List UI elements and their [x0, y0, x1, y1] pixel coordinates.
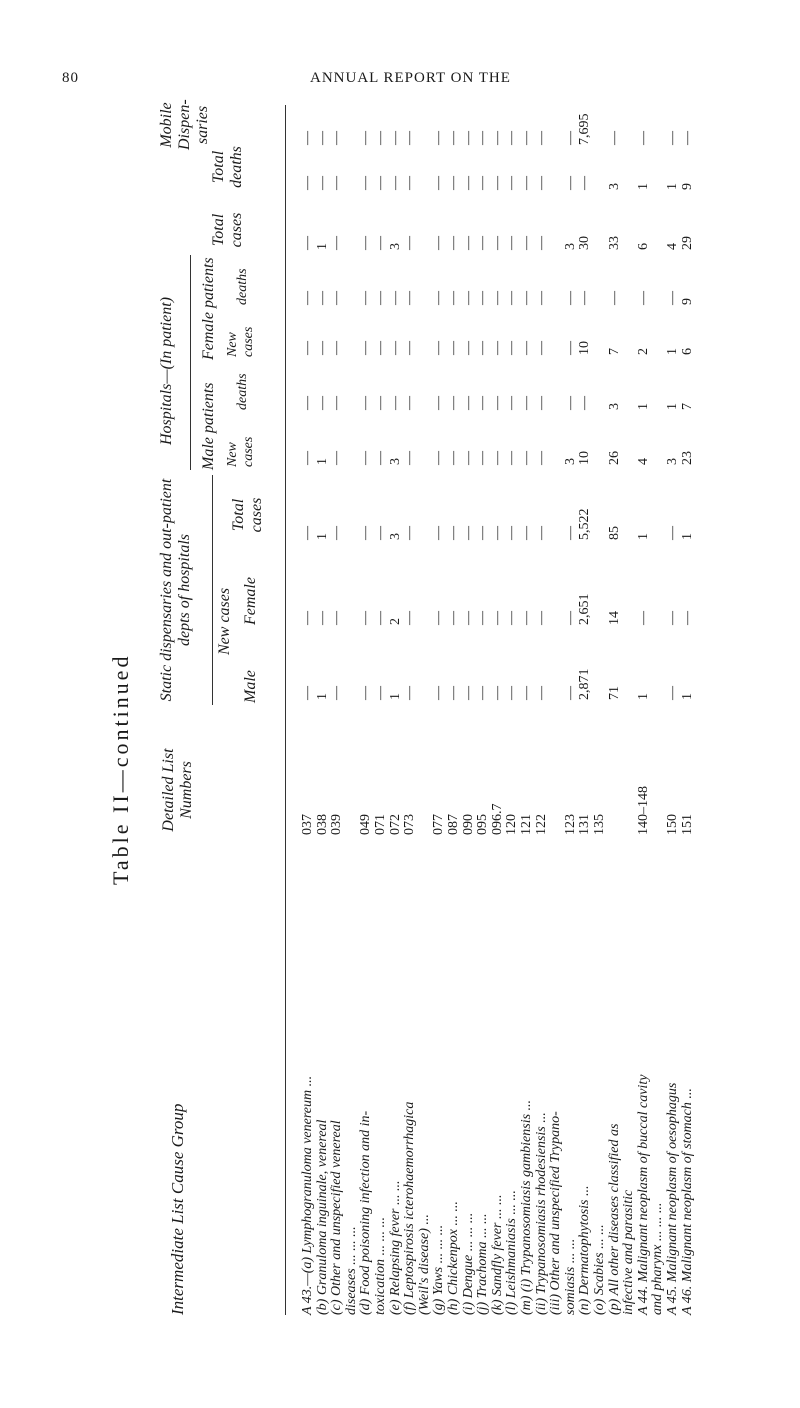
table-cell: — [431, 451, 447, 465]
table-cell: — [358, 526, 374, 540]
table-cell: 1 [387, 693, 403, 700]
table-cell: — [460, 611, 476, 625]
table-cell: 4 [665, 243, 680, 250]
table-cell: — [446, 451, 461, 465]
table-cell: — [665, 131, 680, 145]
table-cell: — [358, 236, 374, 250]
table-cell: — [504, 686, 520, 700]
table-cell: — [475, 236, 491, 250]
table-cell: — [402, 451, 418, 465]
header-total-deaths: Total deaths [210, 146, 245, 188]
table-cell: — [358, 291, 374, 305]
table-cell: — [431, 526, 447, 540]
table-cell: 14 [606, 611, 622, 625]
table-cell: 123 [562, 814, 578, 835]
table-cell: — [373, 451, 388, 465]
table-cell: — [446, 611, 461, 625]
row-label: (o) Scabies ... ... [592, 1224, 607, 1315]
table-cell: — [562, 526, 578, 540]
rotated-table [100, 99, 695, 1315]
table-cell: 1 [314, 693, 330, 700]
row-label: (i) Dengue ... ... ... [460, 1212, 476, 1315]
table-cell: — [489, 611, 505, 625]
row-label: (f) Leptospirosis icterohaemorrhagica [402, 1101, 418, 1315]
table-cell: — [373, 611, 388, 625]
table-cell: 121 [519, 814, 534, 835]
table-cell: 039 [329, 814, 345, 835]
row-label: (ii) Trypanosomiasis rhodesiensis ... [533, 1112, 549, 1315]
row-label: toxication ... ... ... [373, 1217, 388, 1315]
table-cell: — [475, 526, 491, 540]
table-cell: — [329, 341, 345, 355]
table-cell: 29 [679, 236, 695, 250]
row-label: (b) Granuloma inguinale, venereal [314, 1119, 330, 1315]
table-cell: — [358, 611, 374, 625]
table-cell: 5,522 [577, 508, 593, 540]
table-cell: — [475, 131, 491, 145]
table-cell: — [577, 291, 593, 305]
table-cell: — [300, 611, 315, 625]
table-cell: — [460, 131, 476, 145]
table-cell: 1 [679, 693, 695, 700]
table-cell: 33 [606, 236, 622, 250]
table-cell: — [489, 686, 505, 700]
table-cell: — [402, 396, 418, 410]
table-cell: — [300, 686, 315, 700]
row-label: (c) Other and unspecified venereal [329, 1120, 345, 1315]
table-cell: — [606, 291, 622, 305]
table-cell: — [533, 131, 549, 145]
table-cell: — [373, 131, 388, 145]
header-hospitals: Hospitals—(In patient) [158, 297, 175, 445]
table-cell: — [460, 451, 476, 465]
row-label: (j) Trachoma ... ... [475, 1213, 491, 1315]
table-cell: 2 [635, 348, 651, 355]
table-cell: — [533, 236, 549, 250]
row-label: and pharynx ... ... ... [650, 1202, 666, 1315]
table-cell: — [314, 131, 330, 145]
row-label: A 44. Malignant neoplasm of buccal cavity [635, 1074, 651, 1315]
table-cell: — [635, 611, 651, 625]
table-cell: — [460, 236, 476, 250]
table-cell: 135 [592, 814, 607, 835]
header-static-dispensaries: Static dispensaries and out-patient depts of hospitals [158, 478, 193, 702]
table-cell: — [300, 526, 315, 540]
table-cell: 7 [679, 403, 695, 410]
row-label: (h) Chickenpox ... ... [446, 1201, 461, 1315]
table-cell: 3 [562, 458, 578, 465]
table-cell: — [431, 686, 447, 700]
table-cell: — [431, 291, 447, 305]
header-female-new-cases: New cases [225, 326, 256, 357]
table-cell: — [373, 176, 388, 190]
table-cell: — [446, 396, 461, 410]
table-cell: 26 [606, 451, 622, 465]
table-cell: 6 [679, 348, 695, 355]
row-label: (d) Food poisoning infection and in- [358, 1110, 374, 1315]
table-cell: — [489, 291, 505, 305]
table-cell: — [475, 611, 491, 625]
table-cell: — [314, 291, 330, 305]
page-number: 80 [62, 70, 79, 86]
table-cell: — [387, 176, 403, 190]
table-cell: — [446, 236, 461, 250]
table-cell: — [460, 526, 476, 540]
table-cell: 071 [373, 814, 388, 835]
table-cell: 4 [635, 458, 651, 465]
table-cell: 9 [679, 183, 695, 190]
table-cell: — [504, 526, 520, 540]
table-cell: — [402, 611, 418, 625]
table-cell: — [358, 176, 374, 190]
table-cell: — [402, 131, 418, 145]
row-label: (iii) Other and unspecified Trypano- [548, 1111, 564, 1315]
table-cell: 120 [504, 814, 520, 835]
table-cell: 1 [635, 403, 651, 410]
table-cell: — [300, 131, 315, 145]
table-cell: — [665, 291, 680, 305]
header-male-new-cases: New cases [225, 436, 256, 467]
table-cell: 3 [606, 403, 622, 410]
table-cell: — [519, 236, 534, 250]
table-cell: — [562, 131, 578, 145]
table-cell: 3 [665, 458, 680, 465]
table-cell: — [562, 686, 578, 700]
table-cell: — [460, 341, 476, 355]
table-cell: — [387, 291, 403, 305]
table-cell: — [314, 396, 330, 410]
table-cell: — [314, 176, 330, 190]
table-cell: — [489, 176, 505, 190]
table-cell: 095 [475, 814, 491, 835]
table-cell: — [504, 611, 520, 625]
table-cell: — [446, 686, 461, 700]
table-cell: 1 [314, 533, 330, 540]
table-cell: 9 [679, 298, 695, 305]
table-cell: 087 [446, 814, 461, 835]
table-cell: — [562, 396, 578, 410]
table-cell: — [460, 396, 476, 410]
table-cell: — [358, 341, 374, 355]
table-cell: — [489, 526, 505, 540]
table-cell: — [329, 396, 345, 410]
table-cell: — [665, 611, 680, 625]
table-cell: — [329, 526, 345, 540]
table-cell: — [475, 291, 491, 305]
table-cell: 122 [533, 814, 549, 835]
table-cell: 1 [665, 348, 680, 355]
table-cell: — [519, 526, 534, 540]
table-cell: 1 [679, 533, 695, 540]
table-cell: — [387, 341, 403, 355]
table-cell: 3 [562, 243, 578, 250]
table-cell: 1 [635, 533, 651, 540]
table-cell: — [329, 451, 345, 465]
table-cell: — [300, 176, 315, 190]
table-cell: 30 [577, 236, 593, 250]
table-cell: — [431, 611, 447, 625]
table-cell: — [358, 396, 374, 410]
table-cell: — [431, 131, 447, 145]
header-female: Female [242, 577, 259, 625]
table-cell: — [373, 291, 388, 305]
table-cell: — [533, 291, 549, 305]
table-cell: — [446, 341, 461, 355]
table-cell: — [431, 341, 447, 355]
table-cell: 077 [431, 814, 447, 835]
table-cell: — [519, 341, 534, 355]
table-cell: — [358, 686, 374, 700]
table-cell: — [489, 396, 505, 410]
table-cell: — [489, 451, 505, 465]
header-female-deaths: deaths [235, 268, 250, 305]
table-cell: — [519, 131, 534, 145]
table-cell: — [533, 341, 549, 355]
table-cell: — [562, 291, 578, 305]
table-cell: — [300, 236, 315, 250]
row-label: (m) (i) Trypanosomiasis gambiensis ... [519, 1099, 534, 1315]
table-cell: — [373, 526, 388, 540]
row-label: (Weil's disease) ... [416, 1214, 432, 1315]
table-cell: — [489, 236, 505, 250]
table-cell: — [504, 451, 520, 465]
table-cell: — [562, 341, 578, 355]
table-cell: — [475, 451, 491, 465]
table-cell: — [358, 131, 374, 145]
table-cell: 3 [387, 458, 403, 465]
table-cell: — [635, 291, 651, 305]
table-cell: — [373, 236, 388, 250]
row-label: somiasis ... ... [562, 1238, 578, 1315]
table-cell: — [431, 396, 447, 410]
table-cell: 7 [606, 348, 622, 355]
table-cell: 7,695 [577, 113, 593, 145]
table-cell: — [489, 341, 505, 355]
row-label: (e) Relapsing fever ... ... [387, 1180, 403, 1315]
table-cell: — [519, 686, 534, 700]
table-cell: — [329, 686, 345, 700]
table-cell: — [504, 236, 520, 250]
header-detailed-list: Detailed List Numbers [160, 748, 195, 832]
table-cell: 038 [314, 814, 330, 835]
table-cell: — [577, 176, 593, 190]
table-cell: — [489, 131, 505, 145]
table-cell: — [446, 291, 461, 305]
table-cell: — [373, 396, 388, 410]
table-cell: — [431, 176, 447, 190]
rule [212, 475, 213, 705]
table-cell: 2 [387, 618, 403, 625]
row-label: (l) Leishmaniasis ... ... [504, 1190, 520, 1315]
table-cell: — [402, 291, 418, 305]
table-cell: — [314, 341, 330, 355]
table-cell: — [665, 526, 680, 540]
table-cell: — [402, 686, 418, 700]
table-cell: 71 [606, 686, 622, 700]
header-bottom-rule [285, 105, 286, 1315]
row-label: infective and parasitic [621, 1189, 637, 1315]
table-title: Table II—continued [108, 653, 133, 885]
table-cell: — [373, 341, 388, 355]
table-cell: 3 [606, 183, 622, 190]
table-cell: — [635, 131, 651, 145]
table-cell: 3 [387, 533, 403, 540]
table-cell: — [577, 396, 593, 410]
table-cell: 1 [665, 183, 680, 190]
row-label: (k) Sandfly fever ... ... [489, 1194, 505, 1315]
header-female-patients: Female patients [200, 257, 217, 360]
table-cell: 10 [577, 341, 593, 355]
table-cell: — [533, 611, 549, 625]
table-cell: — [387, 396, 403, 410]
table-cell: — [679, 131, 695, 145]
table-cell: 090 [460, 814, 476, 835]
table-cell: 037 [300, 814, 315, 835]
table-cell: — [402, 236, 418, 250]
table-cell: — [460, 176, 476, 190]
header-male-patients: Male patients [200, 382, 217, 470]
table-cell: — [519, 176, 534, 190]
table-cell: — [533, 526, 549, 540]
table-cell: — [460, 686, 476, 700]
table-cell: — [606, 131, 622, 145]
table-cell: — [446, 131, 461, 145]
table-cell: — [329, 611, 345, 625]
table-cell: — [373, 686, 388, 700]
row-label: (g) Yaws ... ... ... [431, 1224, 447, 1315]
table-cell: — [665, 686, 680, 700]
table-cell: — [300, 341, 315, 355]
table-cell: 150 [665, 814, 680, 835]
table-cell: 1 [635, 693, 651, 700]
table-cell: — [300, 451, 315, 465]
table-cell: 049 [358, 814, 374, 835]
table-cell: 1 [314, 458, 330, 465]
table-cell: 10 [577, 451, 593, 465]
table-cell: — [402, 341, 418, 355]
running-head: ANNUAL REPORT ON THE [310, 70, 511, 86]
table-cell: — [504, 341, 520, 355]
table-cell: — [504, 131, 520, 145]
table-cell: — [475, 341, 491, 355]
header-total-cases: Total cases [230, 497, 265, 533]
table-cell: — [475, 176, 491, 190]
table-cell: — [460, 291, 476, 305]
table-cell: — [533, 176, 549, 190]
table-cell: — [475, 396, 491, 410]
table-cell: 140–148 [635, 786, 651, 835]
table-cell: 2,871 [577, 668, 593, 700]
table-cell: 1 [314, 243, 330, 250]
table-cell: — [446, 526, 461, 540]
table-cell: — [300, 396, 315, 410]
table-cell: — [533, 686, 549, 700]
table-cell: — [504, 176, 520, 190]
table-cell: 1 [665, 403, 680, 410]
table-cell: 23 [679, 451, 695, 465]
header-mobile: Mobile Dispen-saries [158, 99, 211, 150]
table-cell: — [504, 291, 520, 305]
table-cell: — [358, 451, 374, 465]
table-cell: 2,651 [577, 593, 593, 625]
table-cell: — [475, 686, 491, 700]
row-label: diseases ... ... ... [343, 1226, 359, 1315]
header-total-cases-2: Total cases [210, 212, 245, 248]
table-cell: — [314, 611, 330, 625]
header-male: Male [242, 670, 259, 703]
table-cell: — [519, 611, 534, 625]
table-cell: 85 [606, 526, 622, 540]
row-label: A 46. Malignant neoplasm of stomach ... [679, 1088, 695, 1315]
table-cell: 151 [679, 814, 695, 835]
table-cell: — [431, 236, 447, 250]
table-cell: — [300, 291, 315, 305]
table-cell: — [504, 396, 520, 410]
table-cell: — [387, 131, 403, 145]
row-label: (n) Dermatophytosis ... [577, 1185, 593, 1315]
header-male-deaths: deaths [235, 373, 250, 410]
header-cause-group: Intermediate List Cause Group [168, 1103, 187, 1315]
table-cell: 3 [387, 243, 403, 250]
table-cell: — [679, 611, 695, 625]
rule [190, 255, 191, 470]
table-cell: 1 [635, 183, 651, 190]
table-cell: — [402, 176, 418, 190]
table-cell: — [402, 526, 418, 540]
table-cell: 131 [577, 814, 593, 835]
table-cell: — [533, 451, 549, 465]
table-cell: — [562, 176, 578, 190]
table-cell: — [329, 236, 345, 250]
table-cell: — [562, 611, 578, 625]
table-cell: — [329, 291, 345, 305]
table-cell: — [446, 176, 461, 190]
table-cell: 6 [635, 243, 651, 250]
row-label: A 43.—(a) Lymphogranuloma venereum ... [300, 1075, 315, 1315]
table-cell: — [533, 396, 549, 410]
table-cell: — [329, 131, 345, 145]
table-cell: — [519, 451, 534, 465]
table-cell: 073 [402, 814, 418, 835]
table-cell: 072 [387, 814, 403, 835]
header-new-cases: New cases [216, 587, 233, 655]
table-cell: — [519, 396, 534, 410]
table-cell: — [519, 291, 534, 305]
table-cell: 096.7 [489, 803, 505, 835]
table-cell: — [329, 176, 345, 190]
row-label: A 45. Malignant neoplasm of oesophagus [665, 1082, 680, 1315]
row-label: (p) All other diseases classified as [606, 1123, 622, 1315]
